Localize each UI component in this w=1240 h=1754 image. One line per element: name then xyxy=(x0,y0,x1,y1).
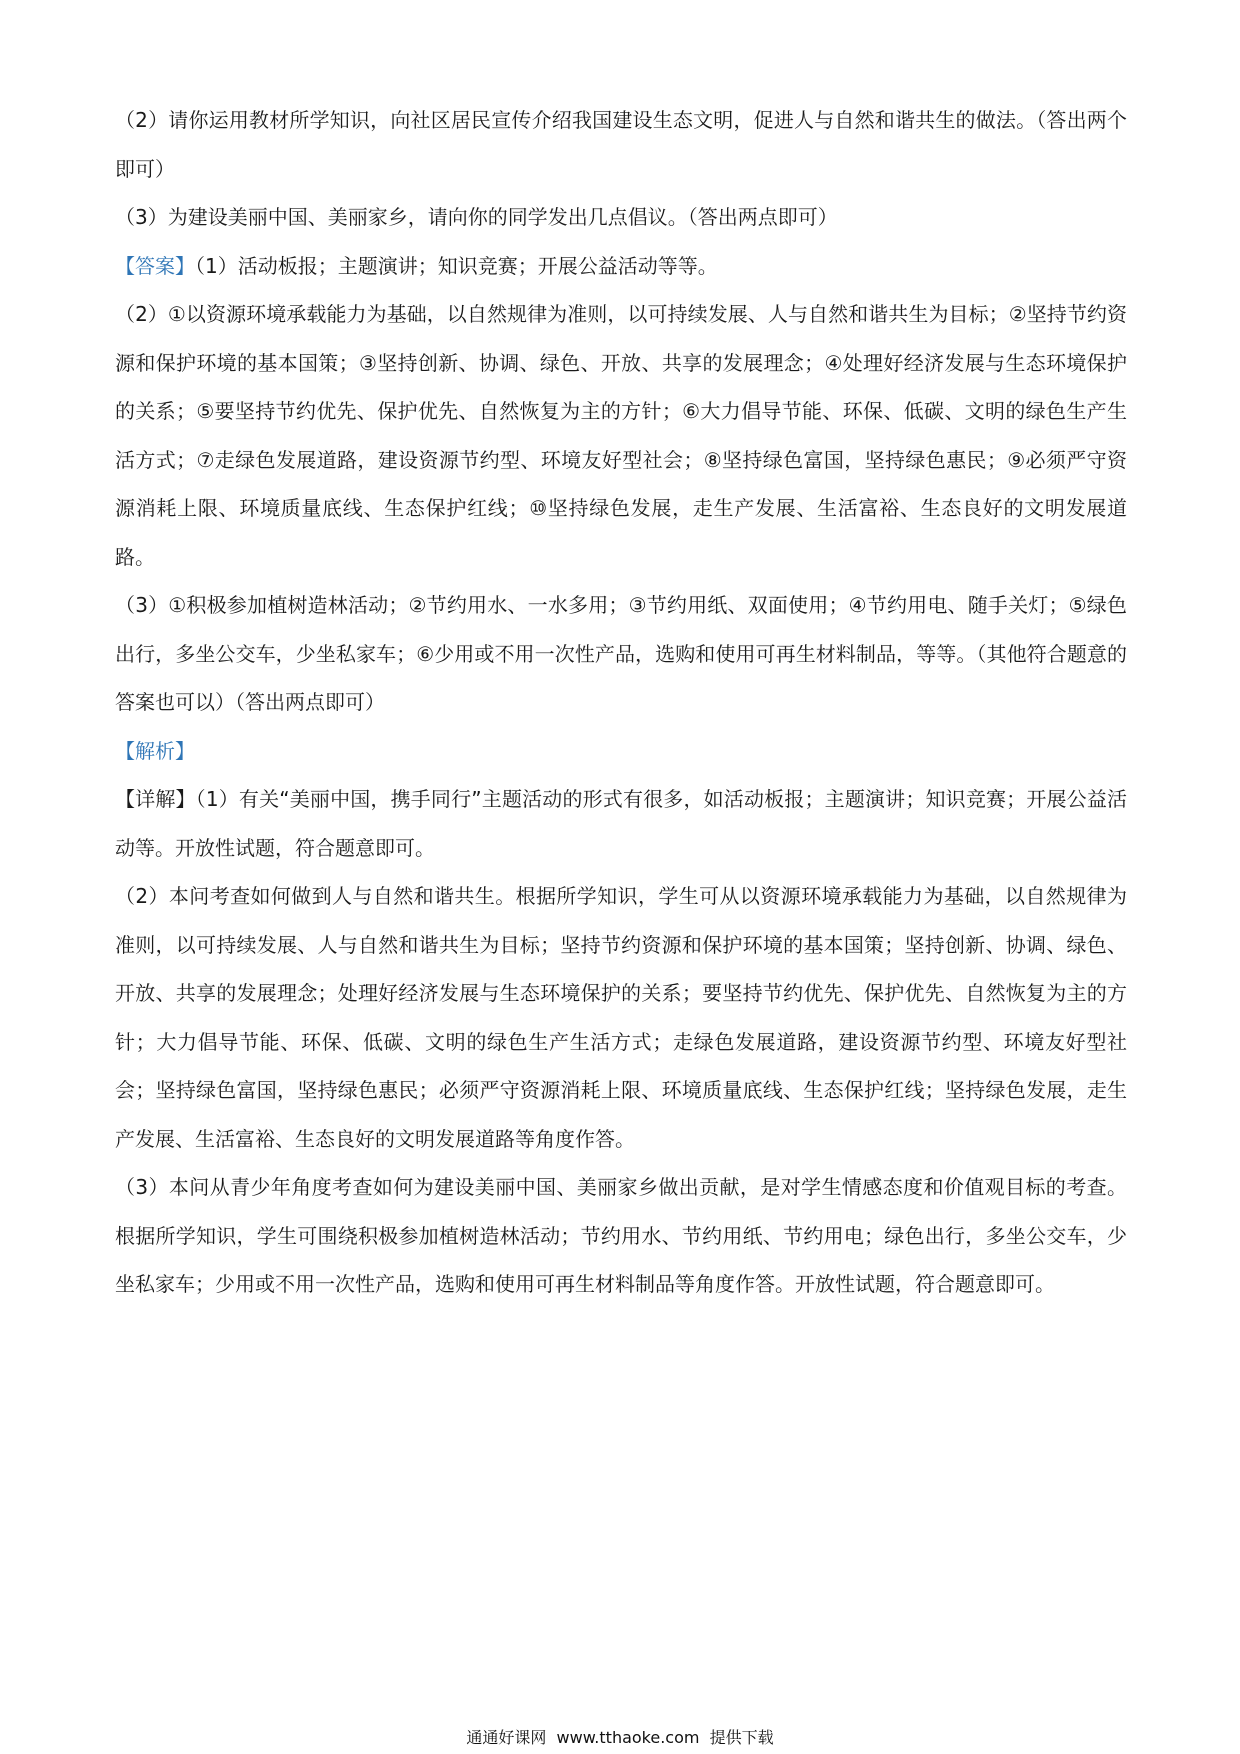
detail-tag: 【详解】 xyxy=(115,787,196,811)
detail-1-text: （1）有关“美丽中国，携手同行”主题活动的形式有很多，如活动板报；主题演讲；知识竞赛；开展公益活动等。开放性试题，符合题意即可。 xyxy=(115,787,1127,860)
answer-tag: 【答案】 xyxy=(115,253,195,278)
footer-url-link[interactable]: www.tthaoke.com xyxy=(556,1728,700,1747)
answer-3: （3）①积极参加植树造林活动；②节约用水、一水多用；③节约用纸、双面使用；④节约用电、随手关灯；⑤绿色出行，多坐公交车，少坐私家车；⑥少用或不用一次性产品，选购和使用可再生材料制品，等等。（其他符合题意的答案也可以）（答出两点即可） xyxy=(115,593,1127,714)
analysis-heading xyxy=(115,727,1127,776)
footer-site-name: 通通好课网 xyxy=(466,1728,547,1747)
answer-1 xyxy=(115,242,1127,291)
footer-action: 提供下载 xyxy=(709,1728,774,1747)
analysis-tag: 【解析】 xyxy=(115,738,195,763)
answer-2: （2）①以资源环境承载能力为基础，以自然规律为准则，以可持续发展、人与自然和谐共生为目标；②坚持节约资源和保护环境的基本国策；③坚持创新、协调、绿色、开放、共享的发展理念；④处理好经济发展与生态环境保护的关系；⑤要坚持节约优先、保护优先、自然恢复为主的方针；⑥大力倡导节能、环保、低碳、文明的绿色生产生活方式；⑦走绿色发展道路，建设资源节约型、环境友好型社会；⑧坚持绿色富国，坚持绿色惠民；⑨必须严守资源消耗上限、环境质量底线、生态保护红线；⑩坚持绿色发展，走生产发展、生活富裕、生态良好的文明发展道路。 xyxy=(115,302,1127,569)
detail-3: （3）本问从青少年角度考查如何为建设美丽中国、美丽家乡做出贡献，是对学生情感态度和价值观目标的考查。根据所学知识，学生可围绕积极参加植树造林活动；节约用水、节约用纸、节约用电；绿色出行，多坐公交车，少坐私家车；少用或不用一次性产品，选购和使用可再生材料制品等角度作答。开放性试题，符合题意即可。 xyxy=(115,1175,1127,1296)
question-3: （3）为建设美丽中国、美丽家乡，请向你的同学发出几点倡议。（答出两点即可） xyxy=(115,205,838,229)
detail-1 xyxy=(115,775,1127,872)
page-footer xyxy=(0,1727,1240,1749)
answer-1-text: （1）活动板报；主题演讲；知识竞赛；开展公益活动等等。 xyxy=(195,253,718,278)
document-body xyxy=(115,96,1127,1309)
question-2: （2）请你运用教材所学知识，向社区居民宣传介绍我国建设生态文明，促进人与自然和谐共生的做法。（答出两个即可） xyxy=(115,108,1127,181)
detail-2: （2）本问考查如何做到人与自然和谐共生。根据所学知识，学生可从以资源环境承载能力为基础，以自然规律为准则，以可持续发展、人与自然和谐共生为目标；坚持节约资源和保护环境的基本国策；坚持创新、协调、绿色、开放、共享的发展理念；处理好经济发展与生态环境保护的关系；要坚持节约优先、保护优先、自然恢复为主的方针；大力倡导节能、环保、低碳、文明的绿色生产生活方式；走绿色发展道路，建设资源节约型、环境友好型社会；坚持绿色富国，坚持绿色惠民；必须严守资源消耗上限、环境质量底线、生态保护红线；坚持绿色发展，走生产发展、生活富裕、生态良好的文明发展道路等角度作答。 xyxy=(115,884,1127,1151)
